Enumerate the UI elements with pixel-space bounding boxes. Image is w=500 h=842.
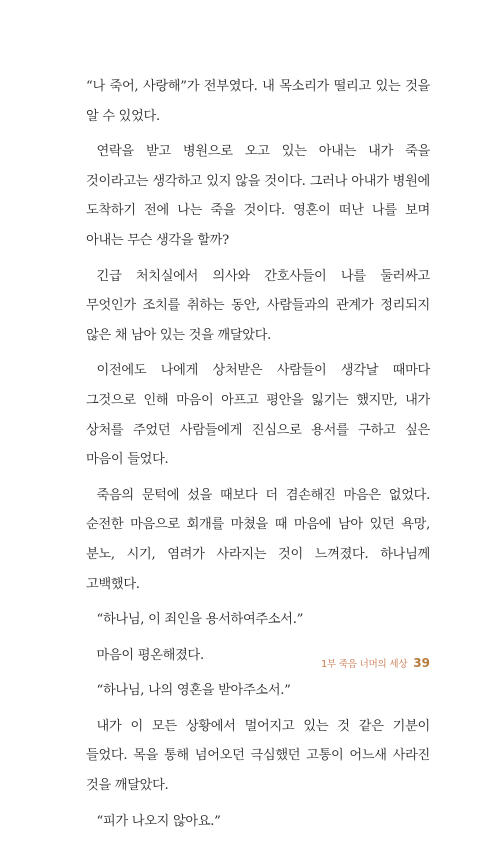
paragraph-3: 긴급 처치실에서 의사와 간호사들이 나를 둘러싸고 무엇인가 조치를 취하는 동안, 사람들과의 관계가 정리되지 않은 채 남아 있는 것을 깨달았다.	[86, 268, 430, 343]
paragraph-2: 연락을 받고 병원으로 오고 있는 아내는 내가 죽을 것이라고는 생각하고 있지 않을 것이다. 그러나 아내가 병원에 도착하기 전에 나는 죽을 것이다. 영혼이 떠난 나를 보며 아내는 무슨 생각을 할까?	[86, 144, 430, 248]
page-number: 39	[413, 656, 430, 670]
body-text	[86, 72, 430, 842]
page-footer	[321, 656, 430, 670]
paragraph-1: “나 죽어, 사랑해”가 전부였다. 내 목소리가 떨리고 있는 것을 알 수 있었다.	[86, 79, 430, 124]
paragraph-9: 내가 이 모든 상황에서 멀어지고 있는 것 같은 기분이 들었다. 목을 통해 넘어오던 극심했던 고통이 어느새 사라진 것을 깨달았다.	[86, 718, 430, 794]
paragraph-6: “하나님, 이 죄인을 용서하여주소서.”	[96, 612, 304, 628]
paragraph-4: 이전에도 나에게 상처받은 사람들이 생각날 때마다 그것으로 인해 마음이 아프고 평안을 잃기는 했지만, 내가 상처를 주었던 사람들에게 진심으로 용서를 구하고 싶은 마음이 들었다.	[86, 363, 430, 468]
running-footer-section: 1부 죽음 너머의 세상	[321, 659, 408, 670]
paragraph-7: 마음이 평온해졌다.	[96, 647, 204, 663]
paragraph-10: “피가 나오지 않아요.”	[96, 813, 221, 829]
paragraph-8: “하나님, 나의 영혼을 받아주소서.”	[96, 683, 291, 699]
paragraph-5: 죽음의 문턱에 섰을 때보다 더 겸손해진 마음은 없었다. 순전한 마음으로 회개를 마쳤을 때 마음에 남아 있던 욕망, 분노, 시기, 염려가 사라지는 것이 느껴졌다. 하나님께 고백했다.	[86, 487, 430, 592]
